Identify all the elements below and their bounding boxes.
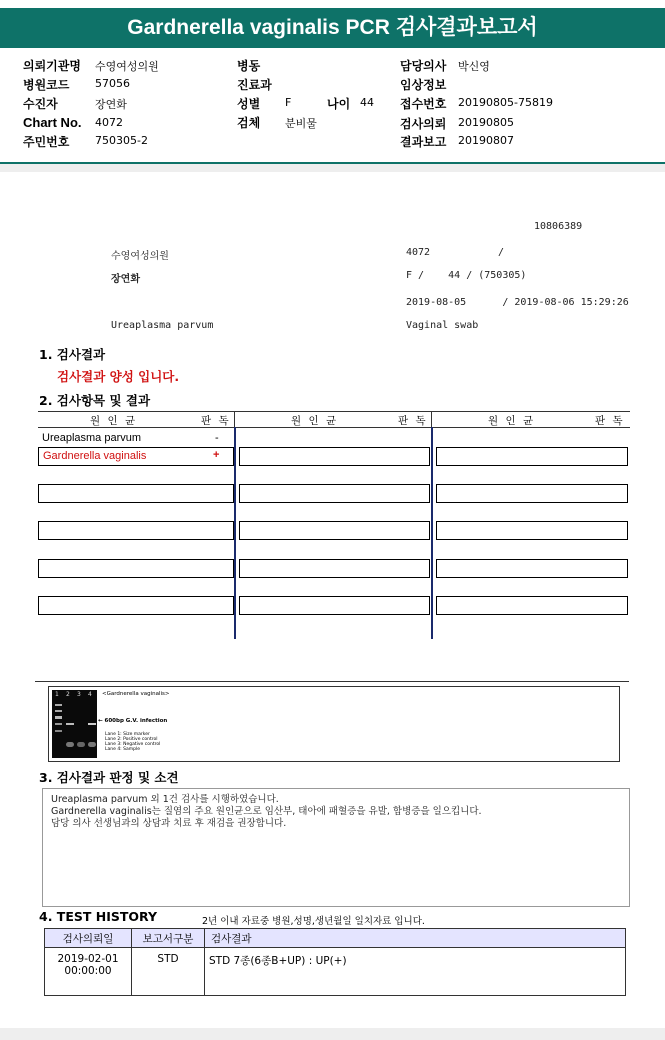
detail-chart: 4072 [406, 247, 431, 258]
empty-box [436, 559, 628, 578]
empty-box [38, 559, 234, 578]
history-type: STD [132, 948, 205, 996]
column-divider-1 [234, 427, 236, 639]
sex-label: 성별 [237, 97, 261, 111]
col-pathogen-2: 원 인 균 [291, 415, 339, 427]
col-pathogen-3: 원 인 균 [488, 415, 536, 427]
report-date-value: 20190807 [458, 134, 514, 147]
specimen-label: 검체 [237, 116, 261, 130]
age-value: 44 [360, 96, 374, 109]
comment-line-2: Gardnerella vaginalis는 질염의 주요 원인균으로 임산부, 태아에 패혈증을 유발, 합병증을 일으킵니다. [51, 806, 482, 817]
detail-sex-age: F / 44 / (750305) [406, 270, 527, 281]
clinical-info-label: 임상정보 [400, 78, 447, 92]
section1-heading: 1. 검사결과 [39, 347, 106, 362]
detail-specimen: Vaginal swab [406, 320, 479, 331]
history-note: 2년 이내 자료중 병원,성명,생년월일 일치자료 입니다. [202, 916, 425, 927]
gel-band-label: ← 600bp G.V. infection [98, 718, 168, 724]
table-row [45, 948, 626, 996]
empty-box [239, 484, 430, 503]
history-col-type: 보고서구분 [132, 929, 205, 948]
doctor-label: 담당의사 [400, 59, 447, 73]
detail-organism: Ureaplasma parvum [111, 320, 214, 331]
row-pathogen-2: Gardnerella vaginalis [43, 450, 147, 462]
chart-no-label: Chart No. [23, 115, 82, 130]
history-date-cell: 2019-02-01 00:00:00 [45, 948, 132, 996]
section2-heading: 2. 검사항목 및 결과 [39, 393, 151, 408]
history-table [44, 928, 626, 996]
row-result-1: - [215, 432, 219, 444]
col-judgement-2: 판 독 [398, 415, 428, 427]
result-table-header [38, 411, 630, 428]
col-judgement-1: 판 독 [201, 415, 231, 427]
empty-box [239, 559, 430, 578]
empty-box [239, 596, 430, 615]
id-number: 10806389 [534, 221, 583, 232]
section4-heading: 4. TEST HISTORY [39, 909, 158, 924]
comment-line-3: 담당 의사 선생님과의 상담과 치료 후 재검을 권장합니다. [51, 818, 287, 829]
empty-box [38, 521, 234, 540]
sex-value: F [285, 96, 292, 109]
history-col-date: 검사의뢰일 [45, 929, 132, 948]
age-label: 나이 [327, 97, 351, 111]
detail-name: 장연화 [111, 274, 140, 285]
receipt-no-value: 20190805-75819 [458, 96, 553, 109]
receipt-no-label: 접수번호 [400, 97, 447, 111]
gel-legend: Lane 1: Size marker Lane 2: Positive control Lane 3: Negative control Lane 4: Sample [105, 732, 161, 752]
header-cell-dividers [38, 411, 630, 412]
col-pathogen-1: 원 인 균 [90, 415, 138, 427]
col-judgement-3: 판 독 [595, 415, 625, 427]
empty-box [239, 521, 430, 540]
comment-line-1: Ureaplasma parvum 외 1건 검사를 시행하였습니다. [51, 794, 279, 805]
page-gap-bottom [0, 1028, 665, 1040]
resident-no-value: 750305-2 [95, 134, 148, 147]
institution-value: 수영여성의원 [95, 60, 159, 73]
section3-heading: 3. 검사결과 판정 및 소견 [39, 770, 179, 785]
doctor-value: 박신영 [458, 60, 490, 73]
row-positive-box [38, 447, 234, 466]
gel-panel [48, 686, 620, 762]
gel-image: 1 2 3 4 [52, 690, 97, 758]
empty-box [436, 596, 628, 615]
request-date-value: 20190805 [458, 116, 514, 129]
comment-box [42, 788, 630, 907]
detail-dates: 2019-08-05 / 2019-08-06 15:29:26 [406, 297, 629, 308]
detail-chart-sep: / [498, 247, 505, 258]
empty-box [239, 447, 430, 466]
detail-institution: 수영여성의원 [111, 251, 169, 262]
history-col-result: 검사결과 [205, 929, 626, 948]
gel-divider [35, 681, 629, 682]
request-date-label: 검사의뢰 [400, 117, 447, 131]
chart-no-value: 4072 [95, 116, 123, 129]
empty-box [38, 484, 234, 503]
column-divider-2 [431, 427, 433, 639]
empty-box [436, 447, 628, 466]
result-summary: 검사결과 양성 입니다. [57, 369, 180, 384]
institution-label: 의뢰기관명 [23, 59, 81, 73]
report-title: Gardnerella vaginalis PCR 검사결과보고서 [0, 8, 665, 48]
resident-no-label: 주민번호 [23, 135, 70, 149]
examinee-label: 수진자 [23, 97, 58, 111]
page-gap-top [0, 164, 665, 172]
row-pathogen-1: Ureaplasma parvum [42, 432, 142, 444]
empty-box [38, 596, 234, 615]
empty-box [436, 521, 628, 540]
hospital-code-label: 병원코드 [23, 78, 70, 92]
examinee-value: 장연화 [95, 98, 127, 111]
gel-caption: <Gardnerella vaginalis> [102, 691, 170, 697]
history-result: STD 7종(6종B+UP) : UP(+) [205, 948, 626, 996]
specimen-value: 분비물 [285, 117, 317, 130]
hospital-code-value: 57056 [95, 77, 130, 90]
department-label: 진료과 [237, 78, 272, 92]
row-result-2: + [213, 449, 220, 461]
empty-box [436, 484, 628, 503]
ward-label: 병동 [237, 59, 261, 73]
report-date-label: 결과보고 [400, 135, 447, 149]
